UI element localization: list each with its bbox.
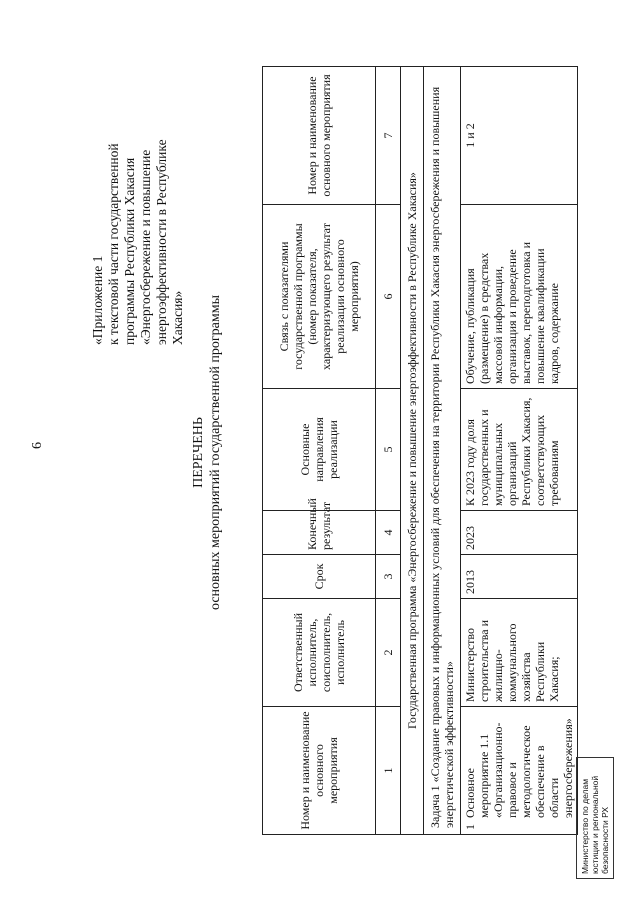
stamp-line: юстиции и региональной: [590, 775, 600, 874]
row-link: 1 и 2: [461, 67, 578, 205]
appendix-line: «Приложение 1: [90, 255, 105, 345]
col-header-name: Номер и наименование основного мероприятия: [263, 707, 376, 835]
col-header-name-2: Номер и наименование основного мероприятия: [263, 67, 376, 205]
col-header-link: Связь с показателями государственной программы (номер показателя, характеризующего результат реализации основного мероприятия): [263, 205, 376, 389]
document-title: [190, 0, 224, 905]
col-number: 1: [376, 707, 401, 835]
appendix-line: к текстовой части государственной: [106, 143, 121, 345]
column-number-row: [376, 67, 401, 835]
title-subheading: основных мероприятий государственной программы: [208, 295, 223, 611]
registration-stamp: [576, 757, 614, 879]
col-header-executor: Ответственный исполнитель, соисполнитель, исполнитель: [263, 599, 376, 707]
row-executor: Министерство строительства и жилищно-коммунального хозяйства Республики Хакасия;: [461, 599, 578, 707]
measures-table: [262, 66, 578, 835]
col-number: 3: [376, 555, 401, 599]
col-number: 6: [376, 205, 401, 389]
row-end: 2023: [461, 511, 578, 555]
stamp-line: безопасности РХ: [600, 806, 610, 874]
title-heading: ПЕРЕЧЕНЬ: [191, 417, 206, 488]
col-number: 7: [376, 67, 401, 205]
row-directions: Обучение, публикация (размещение) в средствах массовой информации, организация и проведение выставок, переподготовка и повышение квалификации кадров, содержание: [461, 205, 578, 389]
appendix-line: Хакасия»: [170, 290, 185, 345]
program-title: Государственная программа «Энергосбережение и повышение энергоэффективности в Республике Хакасия»: [401, 67, 424, 835]
appendix-note: [90, 45, 186, 345]
task-row: [424, 67, 461, 835]
row-name-cell: [461, 707, 578, 835]
col-number: 2: [376, 599, 401, 707]
row-result: К 2023 году доля государственных и муниципальных организаций Республики Хакасия, соответствующих требованиям: [461, 389, 578, 511]
col-number: 5: [376, 389, 401, 511]
task-title: Задача 1 «Создание правовых и информационных условий для обеспечения на территории Республики Хакасия энергосбережения и повышения энергетической эффективности»: [424, 67, 461, 835]
appendix-line: «Энергосбережение и повышение: [138, 149, 153, 345]
appendix-line: программы Республики Хакасия: [122, 157, 137, 345]
col-header-result: Конечный результат: [263, 511, 376, 555]
col-header-term: Срок: [263, 555, 376, 599]
row-name: Основное мероприятие 1.1 «Организационно-правовое и методологическое обеспечение в области энергосбережения»: [463, 718, 575, 818]
table-header-row: [263, 67, 376, 835]
row-start: 2013: [461, 555, 578, 599]
col-header-directions: Основные направления реализации: [263, 389, 376, 511]
col-number: 4: [376, 511, 401, 555]
stamp-line: Министерство по делам: [580, 778, 590, 874]
appendix-line: энергоэффективности в Республике: [154, 139, 169, 345]
page-number: 6: [30, 442, 45, 449]
table-row: [461, 67, 578, 835]
row-number: 1: [463, 824, 477, 830]
program-row: [401, 67, 424, 835]
